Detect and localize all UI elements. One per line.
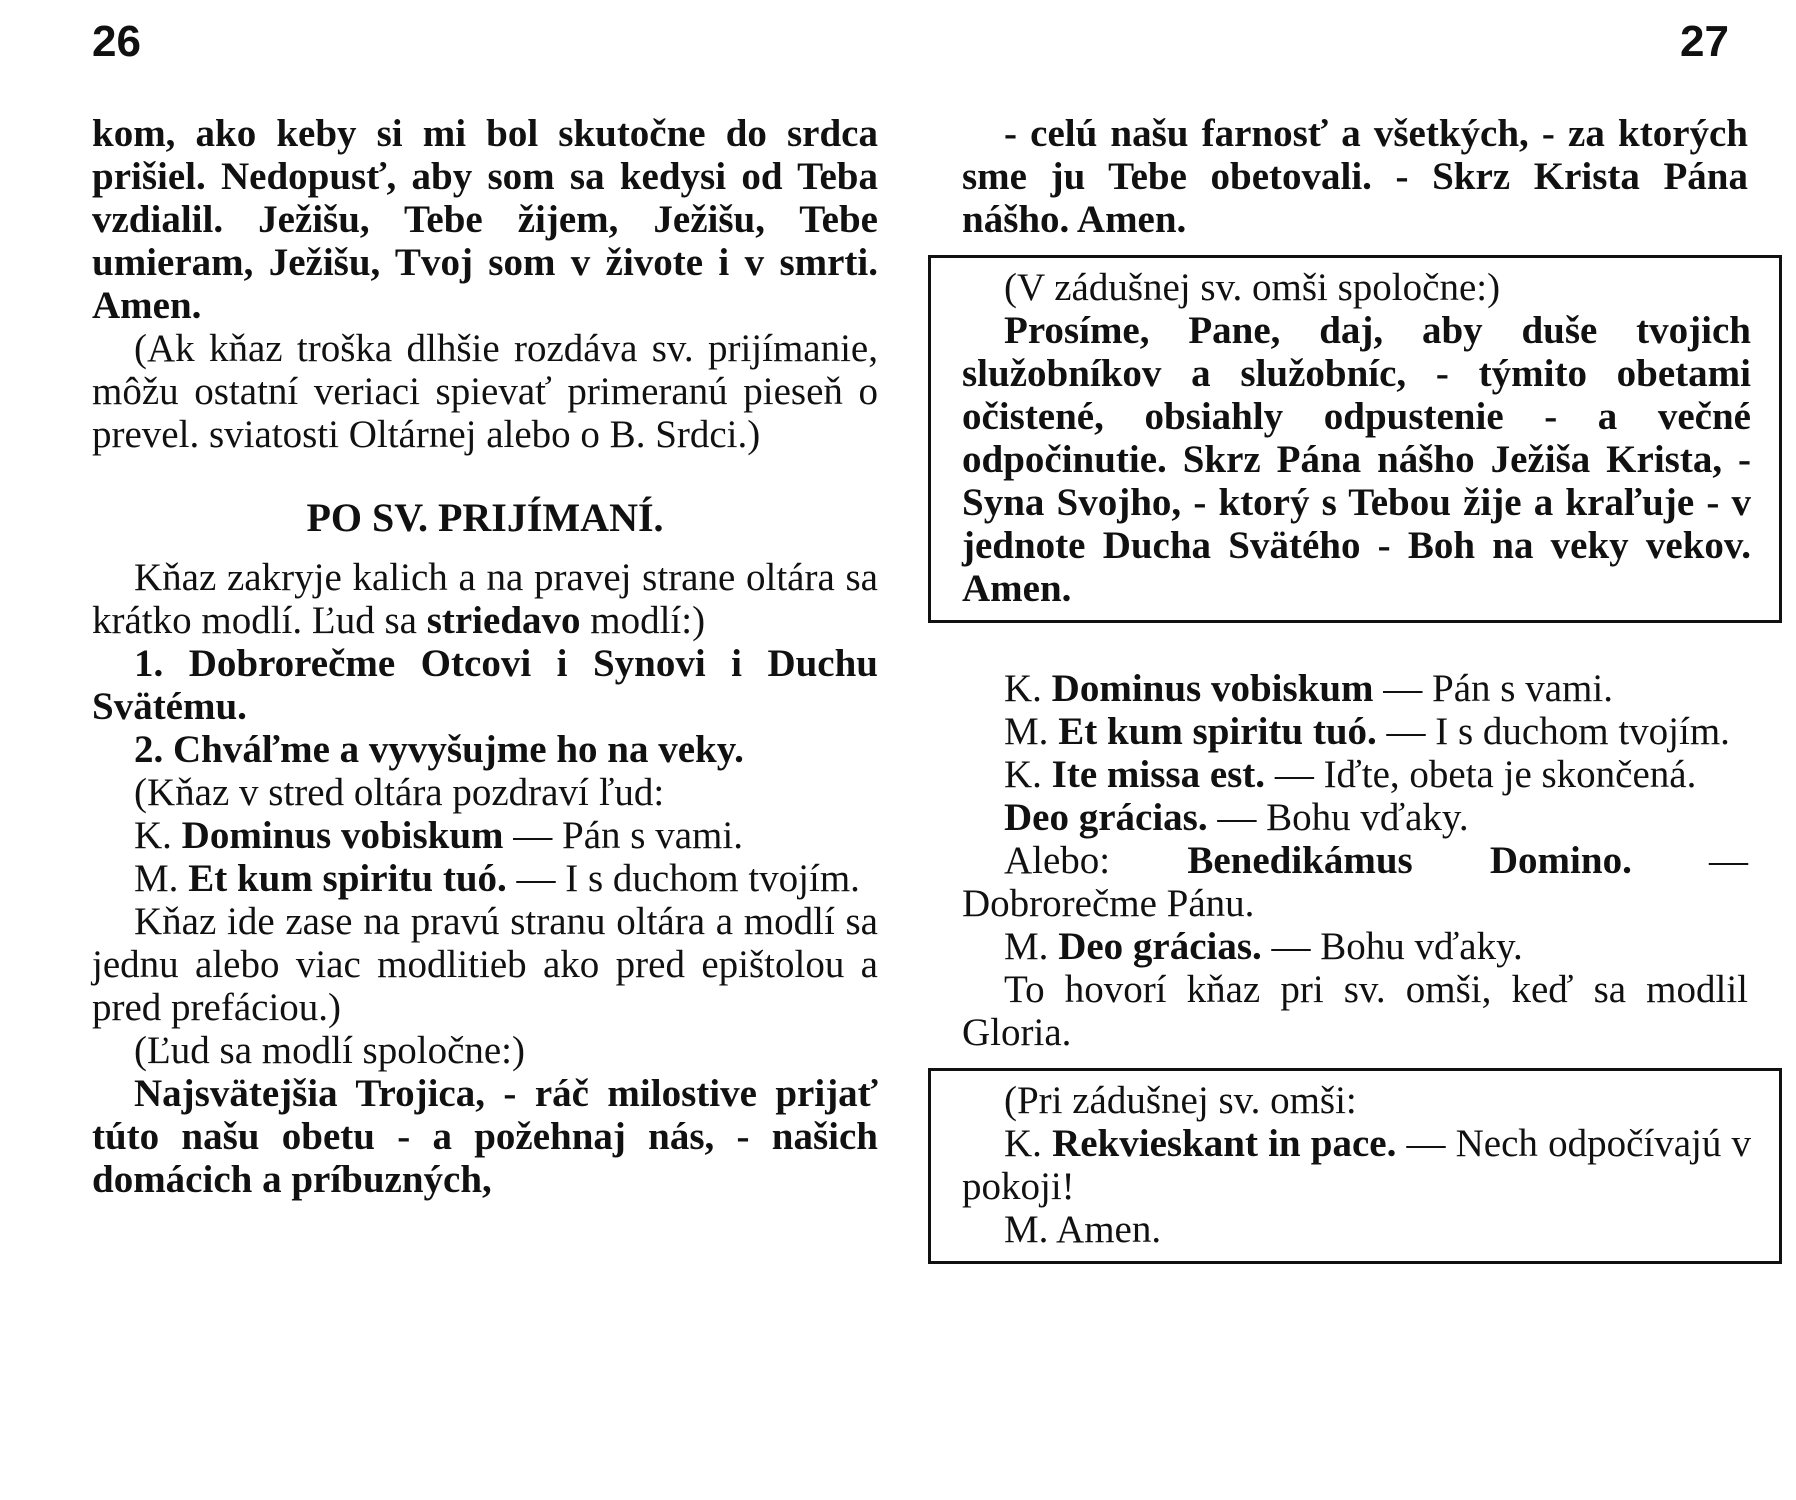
- right-dialogue-deo: [962, 796, 1748, 839]
- right-dialogue-k1: [962, 667, 1748, 710]
- page-number-left: 26: [92, 17, 141, 66]
- m1-translation: — I s duchom tvojím.: [1386, 710, 1730, 753]
- rubric-text-a: Kňaz zakryje kalich a na pravej strane oltára sa krátko modlí. Ľud sa: [92, 556, 878, 642]
- m-label: M.: [134, 857, 179, 900]
- left-dialogue-k: [92, 814, 878, 857]
- box1-note: (V zádušnej sv. omši spoločne:): [1004, 266, 1501, 309]
- left-paragraph-priest-returns: Kňaz ide zase na pravú stranu oltára a modlí sa jednu alebo viac modlitieb ako pred epištolou a pred prefáciou.): [92, 900, 878, 1029]
- right-dialogue-k2: [962, 753, 1748, 796]
- requiem-box-1: [928, 255, 1782, 623]
- k1-latin: Dominus vobiskum: [1051, 667, 1374, 710]
- k1-label: K.: [1004, 667, 1042, 710]
- box2-k-latin: Rekvieskant in pace.: [1052, 1122, 1397, 1165]
- m-latin: Et kum spiritu tuó.: [188, 857, 507, 900]
- deo-translation: — Bohu vďaky.: [1217, 796, 1469, 839]
- right-dialogue-alebo: [962, 839, 1748, 925]
- page-number-right: 27: [1680, 17, 1729, 66]
- left-paragraph-communion-note: (Ak kňaz troška dlhšie rozdáva sv. prijímanie, môžu ostatní veriaci spievať primeranú pieseň o prevel. sviatosti Oltárnej alebo o B. Srdci.): [92, 327, 878, 456]
- right-dialogue-m2: [962, 925, 1748, 968]
- box2-k-translation: — Nech odpočívajú v pokoji!: [962, 1122, 1752, 1208]
- deo-latin: Deo grácias.: [1004, 796, 1208, 839]
- k2-latin: Ite missa est.: [1051, 753, 1266, 796]
- right-page-column: [962, 112, 1752, 1264]
- k1-translation: — Pán s vami.: [1383, 667, 1613, 710]
- left-item-1: 1. Dobrorečme Otcovi i Synovi i Duchu Svätému.: [92, 642, 878, 728]
- box2-k-label: K.: [1004, 1122, 1042, 1165]
- left-paragraph-people-pray: (Ľud sa modlí spoločne:): [134, 1029, 526, 1072]
- left-paragraph-trinity-prayer: Najsvätejšia Trojica, - ráč milostive prijať túto našu obetu - a požehnaj nás, - našich domácich a príbuzných,: [92, 1072, 878, 1201]
- rubric-text-bold: striedavo: [426, 599, 581, 642]
- rubric-text-c: modlí:): [590, 599, 706, 642]
- m2-translation: — Bohu vďaky.: [1271, 925, 1523, 968]
- right-gloria-note: To hovorí kňaz pri sv. omši, keď sa modlil Gloria.: [962, 968, 1748, 1054]
- left-page-column: [92, 112, 878, 1201]
- m1-label: M.: [1004, 710, 1049, 753]
- right-dialogue-m1: [962, 710, 1748, 753]
- left-paragraph-rubric: [92, 556, 878, 642]
- requiem-box-2: [928, 1068, 1782, 1264]
- left-item-2: 2. Chváľme a vyvyšujme ho na veky.: [134, 728, 744, 771]
- box2-dialogue-k: [962, 1122, 1751, 1208]
- box2-note: (Pri zádušnej sv. omši:: [1004, 1079, 1357, 1122]
- k2-translation: — Iďte, obeta je skončená.: [1274, 753, 1697, 796]
- k2-label: K.: [1004, 753, 1042, 796]
- k-label: K.: [134, 814, 172, 857]
- box1-prayer: Prosíme, Pane, daj, aby duše tvojich služobníkov a služobníc, - týmito obetami očistené, obsiahly odpustenie - a večné odpočinutie. Skrz Pána nášho Ježiša Krista, - Syna Svojho, - ktorý s Tebou žije a kraľuje - v jednote Ducha Svätého - Boh na veky vekov. Amen.: [962, 309, 1751, 610]
- m1-latin: Et kum spiritu tuó.: [1058, 710, 1377, 753]
- alebo-label: Alebo:: [1004, 839, 1111, 882]
- box2-dialogue-m: M. Amen.: [1004, 1208, 1162, 1251]
- alebo-latin: Benedikámus Domino.: [1187, 839, 1632, 882]
- k-translation: — Pán s vami.: [513, 814, 743, 857]
- left-greeting-note: (Kňaz v stred oltára pozdraví ľud:: [134, 771, 665, 814]
- k-latin: Dominus vobiskum: [181, 814, 504, 857]
- left-dialogue-m: [92, 857, 878, 900]
- m2-label: M.: [1004, 925, 1049, 968]
- m2-latin: Deo grácias.: [1058, 925, 1262, 968]
- left-paragraph-prayer-end: kom, ako keby si mi bol skutočne do srdca prišiel. Nedopusť, aby som sa kedysi od Teba vzdialil. Ježišu, Tebe žijem, Ježišu, Tebe umieram, Ježišu, Tvoj som v živote i v smrti. Amen.: [92, 112, 878, 327]
- right-paragraph-prayer-cont: - celú našu farnosť a všetkých, - za ktorých sme ju Tebe obetovali. - Skrz Krista Pána nášho. Amen.: [962, 112, 1748, 241]
- m-translation: — I s duchom tvojím.: [516, 857, 860, 900]
- section-heading: PO SV. PRIJÍMANÍ.: [306, 495, 664, 540]
- alebo-translation: — Dobrorečme Pánu.: [962, 839, 1748, 925]
